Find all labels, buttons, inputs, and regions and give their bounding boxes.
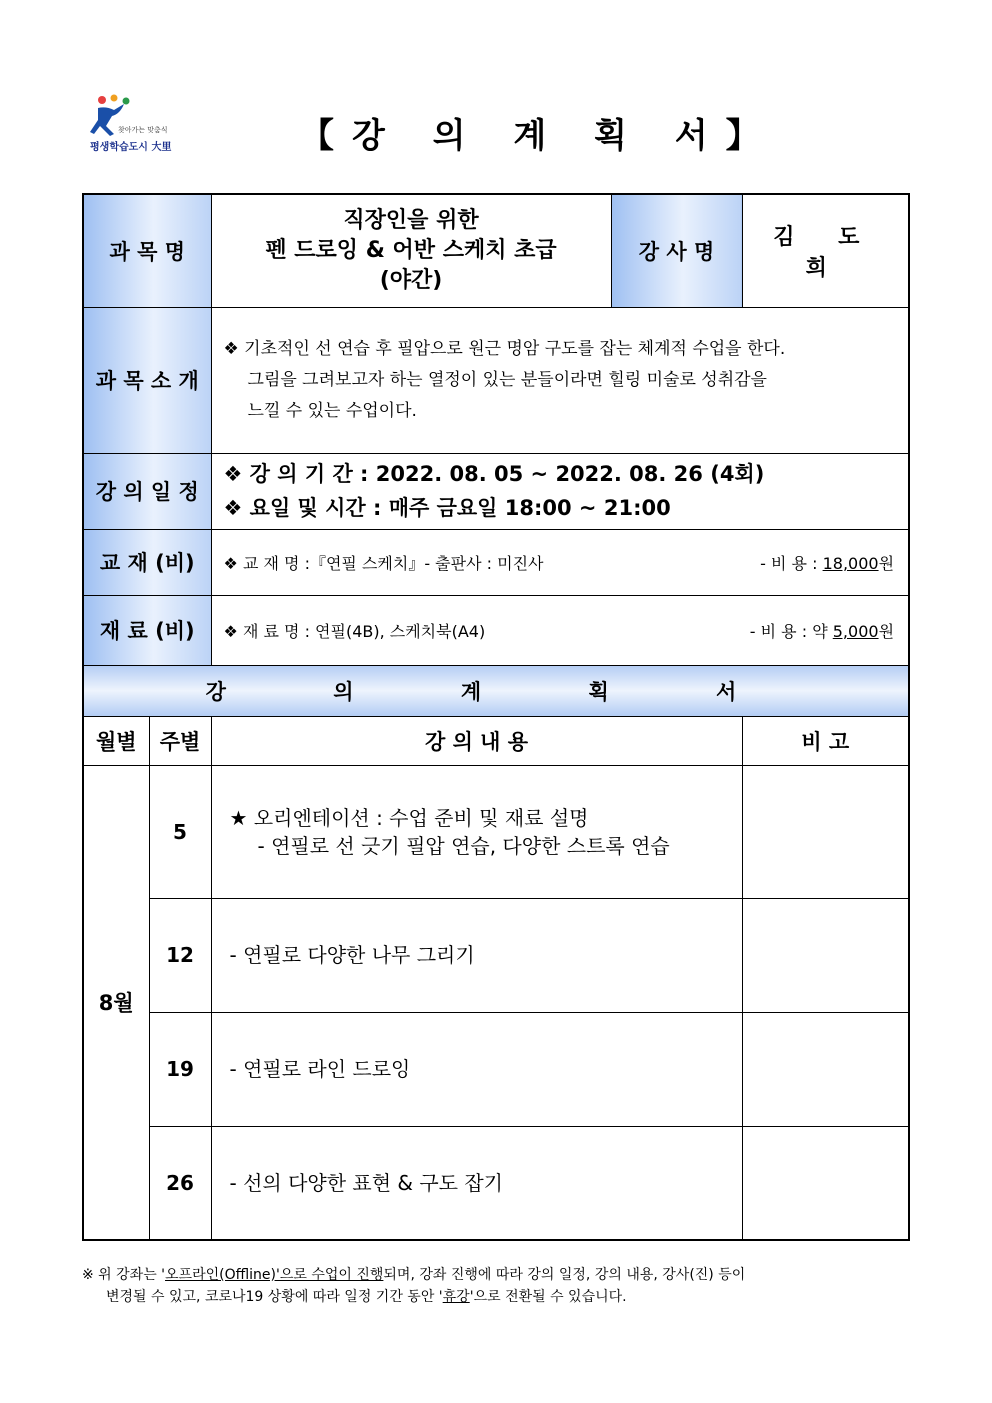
- plan-section-title: 강 의 계 획 서: [83, 665, 909, 716]
- month-cell: 8월: [83, 765, 149, 1240]
- week-cell: 12: [149, 898, 211, 1012]
- week-cell: 5: [149, 765, 211, 898]
- intro-line-1: [224, 334, 909, 365]
- schedule-label: 강 의 일 정: [83, 453, 211, 529]
- note-cell: [742, 1126, 909, 1240]
- course-title-line-2: 펜 드로잉 & 어반 스케치 초급: [265, 237, 557, 263]
- content-cell: - 연필로 라인 드로잉: [211, 1012, 742, 1126]
- diamond-bullet-icon: ❖: [223, 338, 239, 359]
- materials-cost-value: 5,000: [832, 621, 879, 641]
- reference-mark-icon: ※: [82, 1267, 94, 1283]
- table-row: [83, 1012, 909, 1126]
- week-cell: 19: [149, 1012, 211, 1126]
- note-cell: [742, 1012, 909, 1126]
- intro-text-1: 기초적인 선 연습 후 필압으로 원근 명암 구도를 잡는 체계적 수업을 한다.: [244, 338, 786, 359]
- course-title-line-1: 직장인을 위한: [343, 207, 479, 233]
- schedule-period: ❖ 강 의 기 간 : 2022. 08. 05 ~ 2022. 08. 26 (4회): [223, 462, 765, 486]
- textbook-cost: - 비 용 : 18,000원: [760, 553, 895, 573]
- content-column-header: 강 의 내 용: [211, 716, 742, 765]
- instructor-label: 강 사 명: [611, 194, 742, 307]
- course-intro: [211, 307, 909, 453]
- note-cell: [742, 898, 909, 1012]
- textbook-cost-value: 18,000: [822, 553, 879, 573]
- materials-name: ❖ 재 료 명 : 연필(4B), 스케치북(A4): [223, 621, 486, 641]
- table-row: [83, 898, 909, 1012]
- schedule-info: [211, 453, 909, 529]
- course-title: [211, 194, 611, 307]
- materials-cost: - 비 용 : 약 5,000원: [749, 621, 895, 641]
- course-title-line-3: (야간): [379, 267, 443, 293]
- table-row: [83, 1126, 909, 1240]
- textbook-name: ❖ 교 재 명 :『연필 스케치』- 출판사 : 미진사: [223, 553, 544, 573]
- table-row: [83, 765, 909, 898]
- course-name-label: 과 목 명: [83, 194, 211, 307]
- footnote-line-1: ※ 위 강좌는 '오프라인(Offline)'으로 수업이 진행되며, 강좌 진행에 따라 강의 일정, 강의 내용, 강사(진) 등이: [82, 1267, 746, 1283]
- instructor-name: 김 도 희: [742, 194, 909, 307]
- logo-tagline: 찾아가는 맞춤식: [118, 126, 168, 134]
- month-column-header: 월별: [83, 716, 149, 765]
- footnote-closure-underlined: 휴강: [442, 1289, 470, 1305]
- week-column-header: 주별: [149, 716, 211, 765]
- textbook-label: 교 재 (비): [83, 529, 211, 595]
- week-cell: 26: [149, 1126, 211, 1240]
- footnote-offline-underlined: 오프라인(Offline)'으로 수업이 진행: [165, 1267, 384, 1283]
- intro-text-3: 느낄 수 있는 수업이다.: [247, 400, 417, 421]
- content-cell: - 연필로 다양한 나무 그리기: [211, 898, 742, 1012]
- content-cell: [211, 765, 742, 898]
- content-line-2: - 연필로 선 긋기 필압 연습, 다양한 스트록 연습: [257, 833, 670, 858]
- logo-city-name: 평생학습도시 大里: [90, 142, 172, 153]
- content-line-1: ★ 오리엔테이션 : 수업 준비 및 재료 설명: [229, 805, 589, 830]
- note-column-header: 비 고: [742, 716, 909, 765]
- footnote: [82, 1264, 912, 1308]
- materials-info: [211, 595, 909, 665]
- intro-text-2: 그림을 그려보고자 하는 열정이 있는 분들이라면 힐링 미술로 성취감을: [247, 369, 767, 390]
- footnote-line-2: 변경될 수 있고, 코로나19 상황에 따라 일정 기간 동안 '휴강'으로 전환될 수 있습니다.: [106, 1289, 627, 1305]
- course-plan-table: [82, 193, 910, 1241]
- intro-label: 과 목 소 개: [83, 307, 211, 453]
- textbook-info: [211, 529, 909, 595]
- schedule-time: ❖ 요일 및 시간 : 매주 금요일 18:00 ~ 21:00: [223, 496, 671, 520]
- note-cell: [742, 765, 909, 898]
- materials-label: 재 료 (비): [83, 595, 211, 665]
- content-cell: - 선의 다양한 표현 & 구도 잡기: [211, 1126, 742, 1240]
- logo: [84, 92, 184, 156]
- document-title: 【강 의 계 획 서】: [300, 116, 778, 156]
